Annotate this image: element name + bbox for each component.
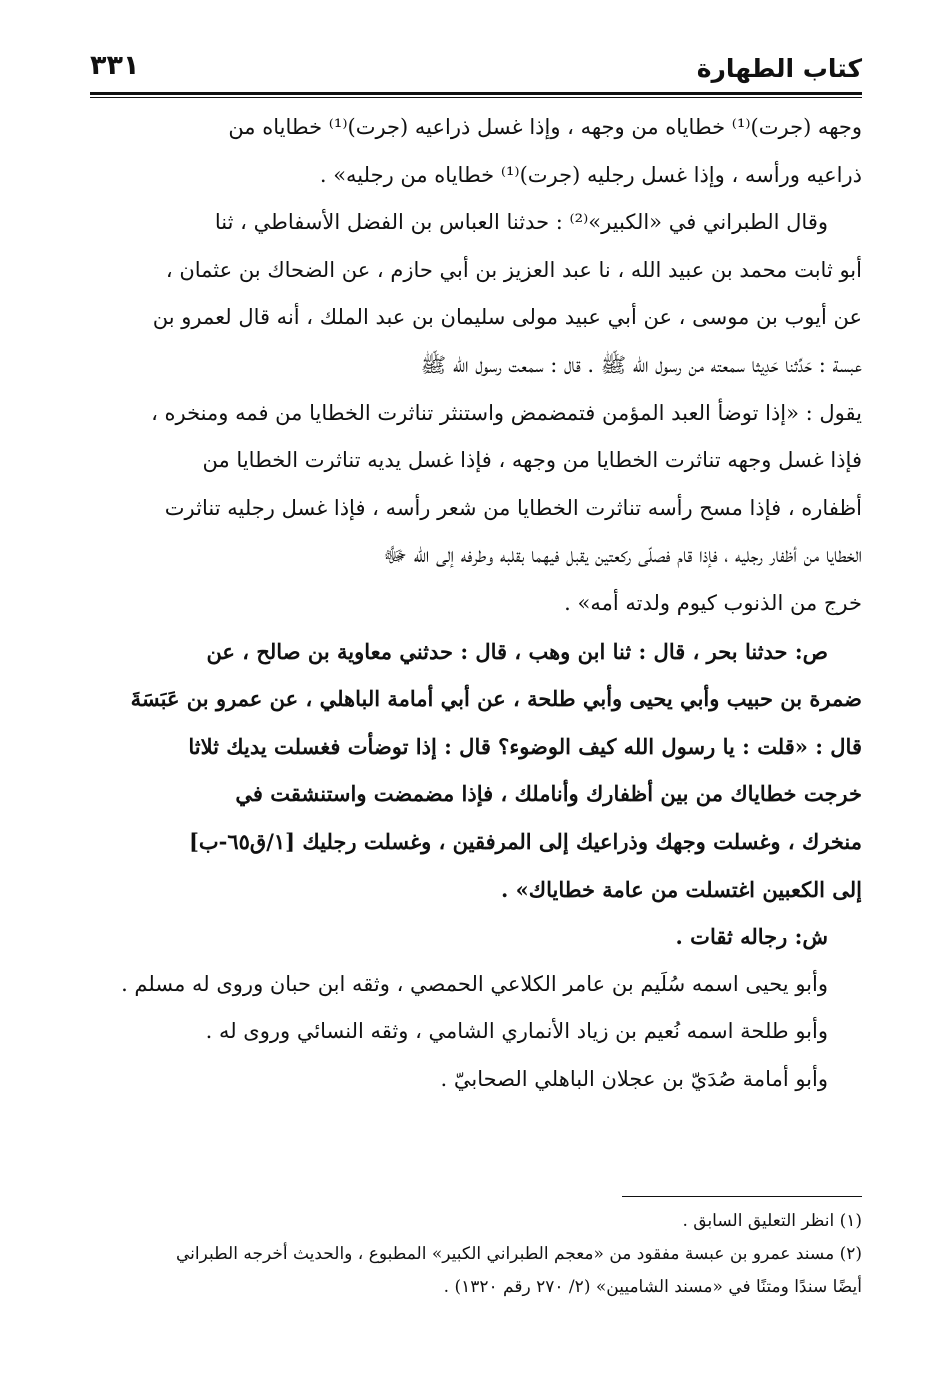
narrator-note	[90, 1056, 862, 1104]
text-line: ضمرة بن حبيب وأبي يحيى وأبي طلحة ، عن أبي أمامة الباهلي ، عن عمرو بن عَبَسَةَ	[130, 686, 862, 712]
main-text	[90, 104, 862, 1103]
commentary-heading-text: ش: رجاله ثقات .	[675, 924, 828, 950]
header-rule	[90, 92, 862, 95]
narrator-line: وأبو أمامة صُدَيّ بن عجلان الباهلي الصحابيّ .	[440, 1066, 828, 1091]
narrator-line: وأبو يحيى اسمه سُلَيم بن عامر الكلاعي الحمصي ، وثقه ابن حبان وروى له مسلم .	[121, 971, 828, 996]
footnote-separator	[622, 1196, 862, 1197]
text-line: قال : «قلت : يا رسول الله كيف الوضوء؟ قال : إذا توضأت فغسلت يديك ثلاثا	[188, 733, 862, 759]
commentary-heading	[90, 913, 862, 961]
footnote-2	[90, 1238, 862, 1304]
text-line: خرج من الذنوب كيوم ولدته أمه» .	[564, 590, 862, 615]
text-line: خرجت خطاياك من بين أظفارك وأناملك ، فإذا مضمضت واستنشقت في	[235, 781, 862, 807]
footnotes	[90, 1196, 862, 1304]
text-line: يقول : «إذا توضأ العبد المؤمن فتمضمض واستنثر تناثرت الخطايا من فمه ومنخره ،	[151, 400, 862, 425]
footnote-text: (١) انظر التعليق السابق .	[682, 1211, 862, 1231]
page-number: ٣٣١	[90, 50, 140, 81]
text-line: وقال الطبراني في «الكبير»⁽²⁾ : حدثنا العباس بن الفضل الأسفاطي ، ثنا	[214, 210, 828, 235]
text-line: فإذا غسل وجهه تناثرت الخطايا من وجهه ، فإذا غسل يديه تناثرت الخطايا من	[202, 448, 862, 473]
footnote-1	[90, 1205, 862, 1238]
paragraph-tabarani	[90, 199, 862, 627]
text-line: أظفاره ، فإذا مسح رأسه تناثرت الخطايا من شعر رأسه ، فإذا غسل رجليه تناثرت	[164, 495, 862, 520]
header-rule-thin	[90, 97, 862, 98]
narrator-line: وأبو طلحة اسمه نُعيم بن زياد الأنماري الشامي ، وثقه النسائي وروى له .	[205, 1019, 828, 1044]
text-line: أبو ثابت محمد بن عبيد الله ، نا عبد العزيز بن أبي حازم ، عن الضحاك بن عثمان ،	[165, 257, 862, 282]
narrator-note	[90, 1008, 862, 1056]
text-line: ص: حدثنا بحر ، قال : ثنا ابن وهب ، قال : حدثني معاوية بن صالح ، عن	[206, 638, 828, 664]
text-line: وجهه (جرت)⁽¹⁾ خطاياه من وجهه ، وإذا غسل ذراعيه (جرت)⁽¹⁾ خطاياه من	[228, 115, 862, 139]
text-line: عبسة : حَدِّثنا حَدِيثا سمعته من رسول الله ﷺ . قال : سمعت رسول الله ﷺ	[420, 352, 862, 377]
footnote-text: أيضًا سندًا ومتنًا في «مسند الشاميين» (٢/ ٢٧٠ رقم ١٣٢٠) .	[443, 1277, 862, 1297]
narrator-note	[90, 961, 862, 1009]
running-title: كتاب الطهارة	[696, 54, 862, 83]
paragraph-continuation	[90, 104, 862, 199]
footnote-text: (٢) مسند عمرو بن عبسة مفقود من «معجم الطبراني الكبير» المطبوع ، والحديث أخرجه الطبراني	[175, 1244, 862, 1264]
text-line: إلى الكعبين اغتسلت من عامة خطاياك» .	[501, 876, 862, 902]
text-line: الخطايا من أظفار رجليه ، فإذا قام فصلّى ركعتين يقبل فيهما بقلبه وطرفه إلى الله ﷻ	[383, 543, 862, 568]
book-page	[90, 46, 862, 1346]
paragraph-matn	[90, 628, 862, 914]
text-line: منخرك ، وغسلت وجهك وذراعيك إلى المرفقين ، وغسلت رجليك [١/ق٦٥-ب]	[188, 828, 862, 854]
text-line: عن أيوب بن موسى ، عن أبي عبيد مولى سليمان بن عبد الملك ، أنه قال لعمرو بن	[152, 305, 862, 330]
page-header	[90, 46, 862, 92]
text-line: ذراعيه ورأسه ، وإذا غسل رجليه (جرت)⁽¹⁾ خطاياه من رجليه» .	[319, 162, 862, 187]
